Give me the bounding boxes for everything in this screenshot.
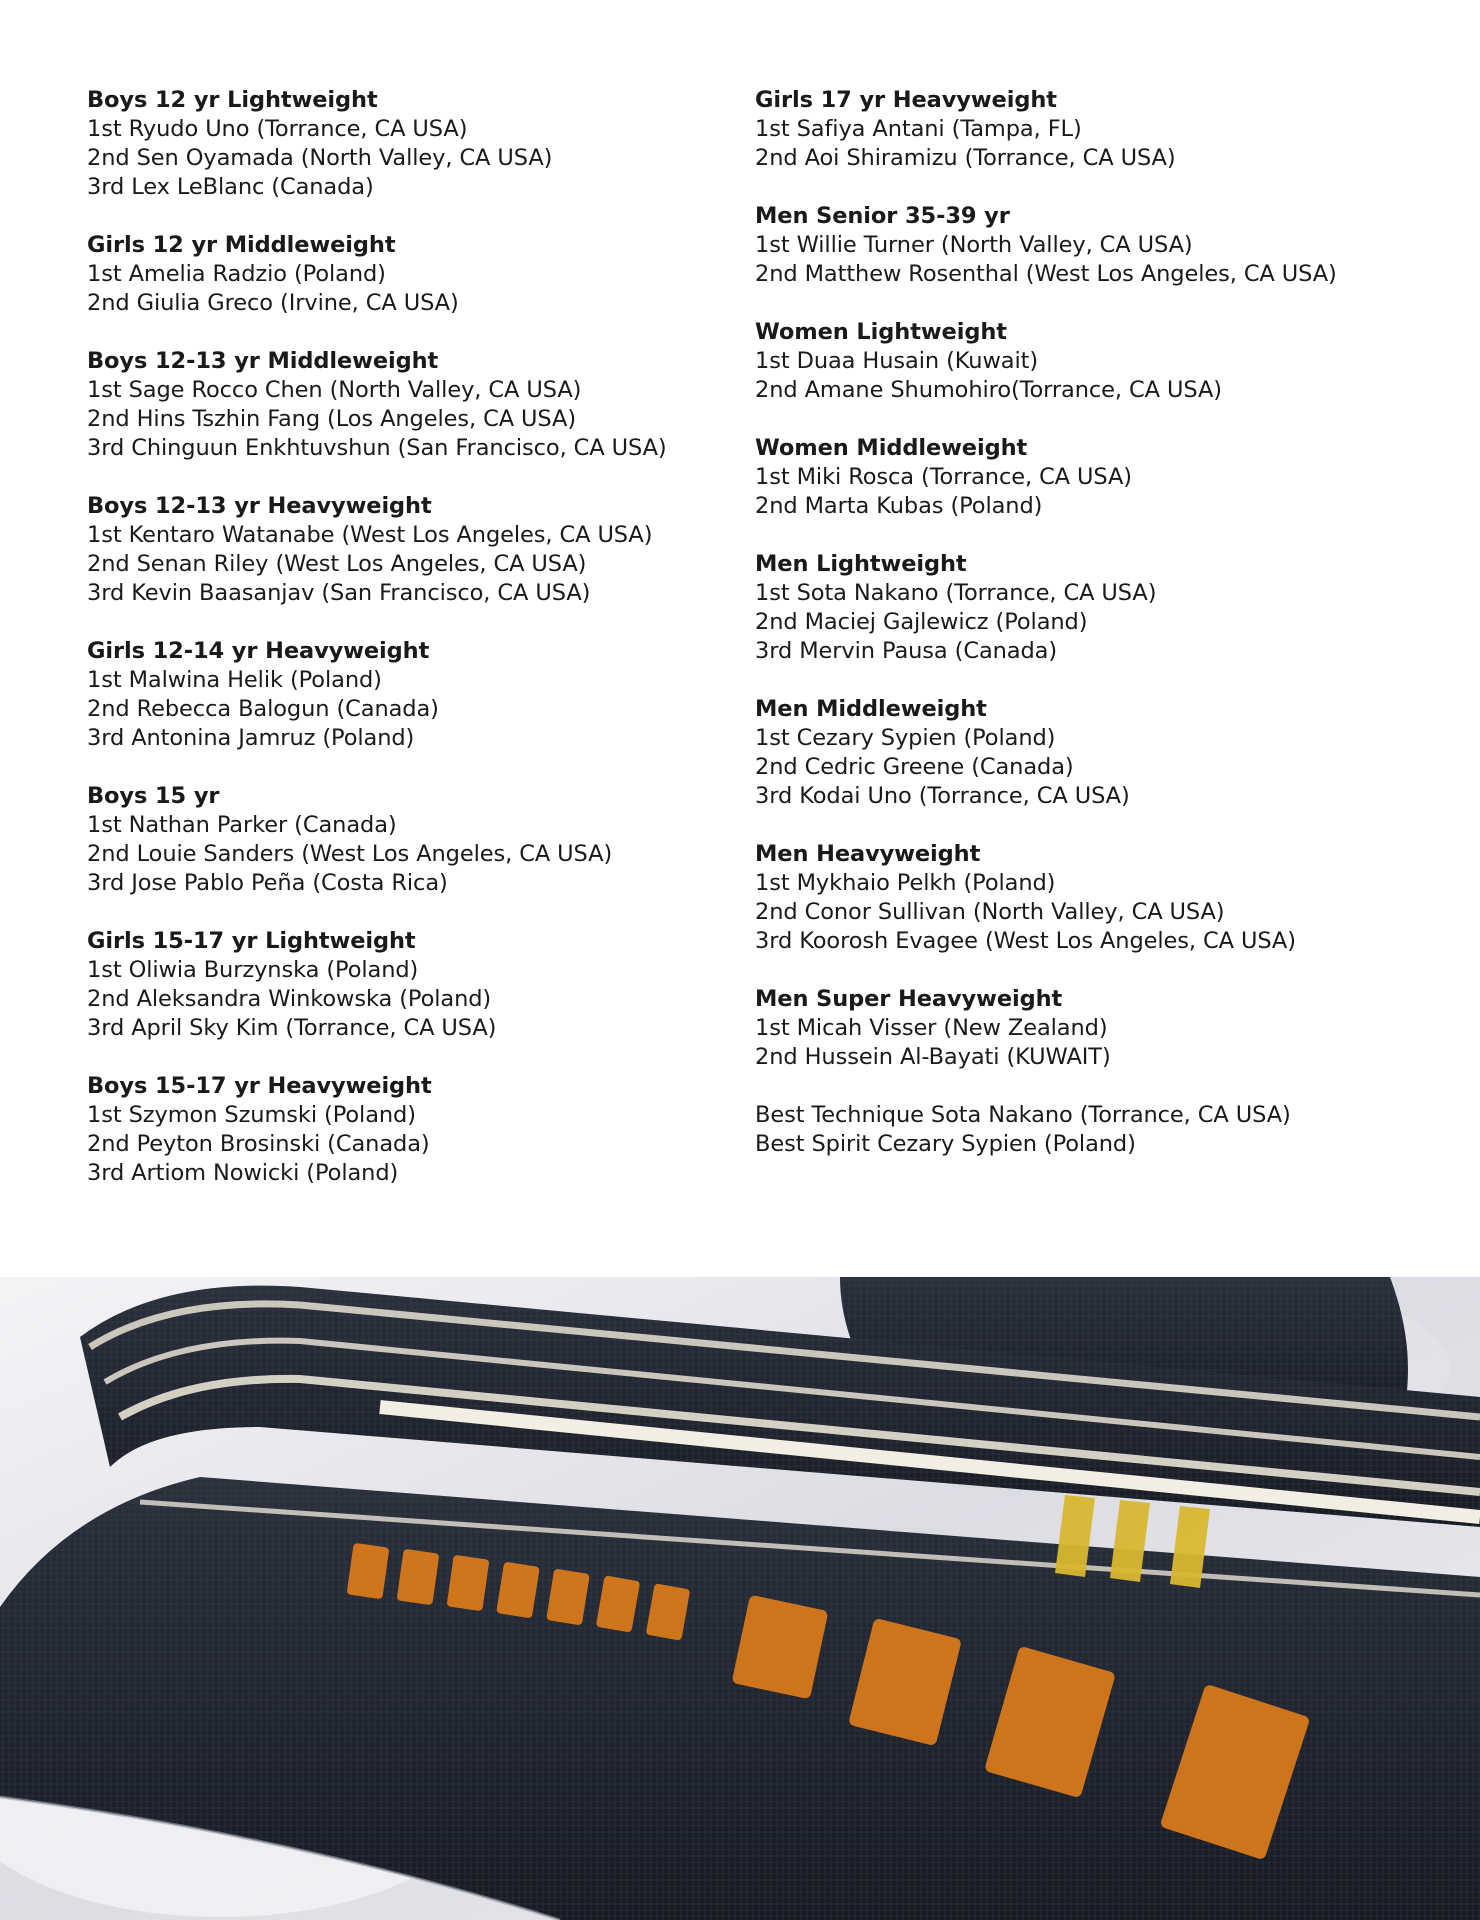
result-entry: 2nd Louie Sanders (West Los Angeles, CA USA) [87, 841, 613, 867]
result-entry: 3rd Antonina Jamruz (Poland) [87, 725, 415, 751]
result-entry: 1st Malwina Helik (Poland) [87, 667, 382, 693]
result-entry: 3rd Koorosh Evagee (West Los Angeles, CA USA) [755, 928, 1296, 954]
result-entry: 3rd Artiom Nowicki (Poland) [87, 1160, 399, 1186]
division-heading: Women Lightweight [755, 319, 1007, 345]
division-heading: Boys 15 yr [87, 783, 220, 809]
division-heading: Women Middleweight [755, 435, 1028, 461]
result-entry: 1st Ryudo Uno (Torrance, CA USA) [87, 116, 468, 142]
result-entry: 2nd Peyton Brosinski (Canada) [87, 1131, 430, 1157]
division-heading: Boys 12-13 yr Middleweight [87, 348, 439, 374]
result-entry: 1st Safiya Antani (Tampa, FL) [755, 116, 1082, 142]
result-entry: 2nd Maciej Gajlewicz (Poland) [755, 609, 1088, 635]
division-men-super-heavyweight [755, 985, 1455, 1072]
division-heading: Girls 17 yr Heavyweight [755, 87, 1057, 113]
result-entry: 1st Szymon Szumski (Poland) [87, 1102, 416, 1128]
division-heading: Men Senior 35-39 yr [755, 203, 1010, 229]
award-entry: Best Spirit Cezary Sypien (Poland) [755, 1131, 1136, 1157]
result-entry: 1st Miki Rosca (Torrance, CA USA) [755, 464, 1132, 490]
result-entry: 2nd Senan Riley (West Los Angeles, CA USA) [87, 551, 587, 577]
result-entry: 1st Sota Nakano (Torrance, CA USA) [755, 580, 1157, 606]
result-entry: 1st Mykhaio Pelkh (Poland) [755, 870, 1056, 896]
division-women-lightweight [755, 318, 1455, 405]
division-heading: Boys 12 yr Lightweight [87, 87, 378, 113]
division-girls-17-yr-heavyweight [755, 86, 1455, 173]
result-entry: 1st Amelia Radzio (Poland) [87, 261, 386, 287]
division-heading: Men Middleweight [755, 696, 987, 722]
division-heading: Girls 12 yr Middleweight [87, 232, 396, 258]
result-entry: 3rd Jose Pablo Peña (Costa Rica) [87, 870, 448, 896]
division-men-middleweight [755, 695, 1455, 811]
result-entry: 2nd Rebecca Balogun (Canada) [87, 696, 439, 722]
result-entry: 1st Cezary Sypien (Poland) [755, 725, 1056, 751]
result-entry: 2nd Sen Oyamada (North Valley, CA USA) [87, 145, 553, 171]
result-entry: 3rd Mervin Pausa (Canada) [755, 638, 1058, 664]
result-entry: 2nd Amane Shumohiro(Torrance, CA USA) [755, 377, 1222, 403]
result-entry: 2nd Matthew Rosenthal (West Los Angeles, CA USA) [755, 261, 1337, 287]
division-women-middleweight [755, 434, 1455, 521]
division-men-senior-35-39-yr [755, 202, 1455, 289]
result-entry: 2nd Aleksandra Winkowska (Poland) [87, 986, 492, 1012]
result-entry: 3rd Kevin Baasanjav (San Francisco, CA USA) [87, 580, 591, 606]
division-heading: Boys 12-13 yr Heavyweight [87, 493, 432, 519]
division-boys-12-13-yr-middleweight [87, 347, 727, 463]
division-girls-12-yr-middleweight [87, 231, 727, 318]
division-boys-12-yr-lightweight [87, 86, 727, 202]
results-column-right [755, 86, 1455, 1188]
division-heading: Girls 12-14 yr Heavyweight [87, 638, 430, 664]
division-heading: Girls 15-17 yr Lightweight [87, 928, 416, 954]
special-awards [755, 1101, 1455, 1159]
result-entry: 1st Sage Rocco Chen (North Valley, CA USA) [87, 377, 582, 403]
result-entry: 2nd Hussein Al-Bayati (KUWAIT) [755, 1044, 1111, 1070]
result-entry: 2nd Marta Kubas (Poland) [755, 493, 1043, 519]
division-girls-12-14-yr-heavyweight [87, 637, 727, 753]
result-entry: 1st Willie Turner (North Valley, CA USA) [755, 232, 1193, 258]
division-heading: Men Lightweight [755, 551, 967, 577]
result-entry: 3rd April Sky Kim (Torrance, CA USA) [87, 1015, 497, 1041]
result-entry: 1st Nathan Parker (Canada) [87, 812, 397, 838]
award-entry: Best Technique Sota Nakano (Torrance, CA USA) [755, 1102, 1291, 1128]
black-belt-photo [0, 1277, 1480, 1920]
result-entry: 3rd Lex LeBlanc (Canada) [87, 174, 374, 200]
result-entry: 1st Duaa Husain (Kuwait) [755, 348, 1038, 374]
results-column-left [87, 86, 727, 1217]
result-entry: 2nd Conor Sullivan (North Valley, CA USA) [755, 899, 1225, 925]
result-entry: 2nd Cedric Greene (Canada) [755, 754, 1074, 780]
result-entry: 2nd Hins Tszhin Fang (Los Angeles, CA USA) [87, 406, 576, 432]
division-heading: Boys 15-17 yr Heavyweight [87, 1073, 432, 1099]
result-entry: 1st Oliwia Burzynska (Poland) [87, 957, 419, 983]
result-entry: 2nd Giulia Greco (Irvine, CA USA) [87, 290, 459, 316]
result-entry: 3rd Chinguun Enkhtuvshun (San Francisco, CA USA) [87, 435, 667, 461]
division-men-lightweight [755, 550, 1455, 666]
results-list [0, 86, 1480, 1216]
division-boys-15-17-yr-heavyweight [87, 1072, 727, 1188]
result-entry: 2nd Aoi Shiramizu (Torrance, CA USA) [755, 145, 1176, 171]
result-entry: 1st Kentaro Watanabe (West Los Angeles, CA USA) [87, 522, 653, 548]
division-men-heavyweight [755, 840, 1455, 956]
result-entry: 1st Micah Visser (New Zealand) [755, 1015, 1108, 1041]
division-boys-12-13-yr-heavyweight [87, 492, 727, 608]
division-heading: Men Heavyweight [755, 841, 981, 867]
result-entry: 3rd Kodai Uno (Torrance, CA USA) [755, 783, 1130, 809]
division-girls-15-17-yr-lightweight [87, 927, 727, 1043]
division-heading: Men Super Heavyweight [755, 986, 1063, 1012]
division-boys-15-yr [87, 782, 727, 898]
